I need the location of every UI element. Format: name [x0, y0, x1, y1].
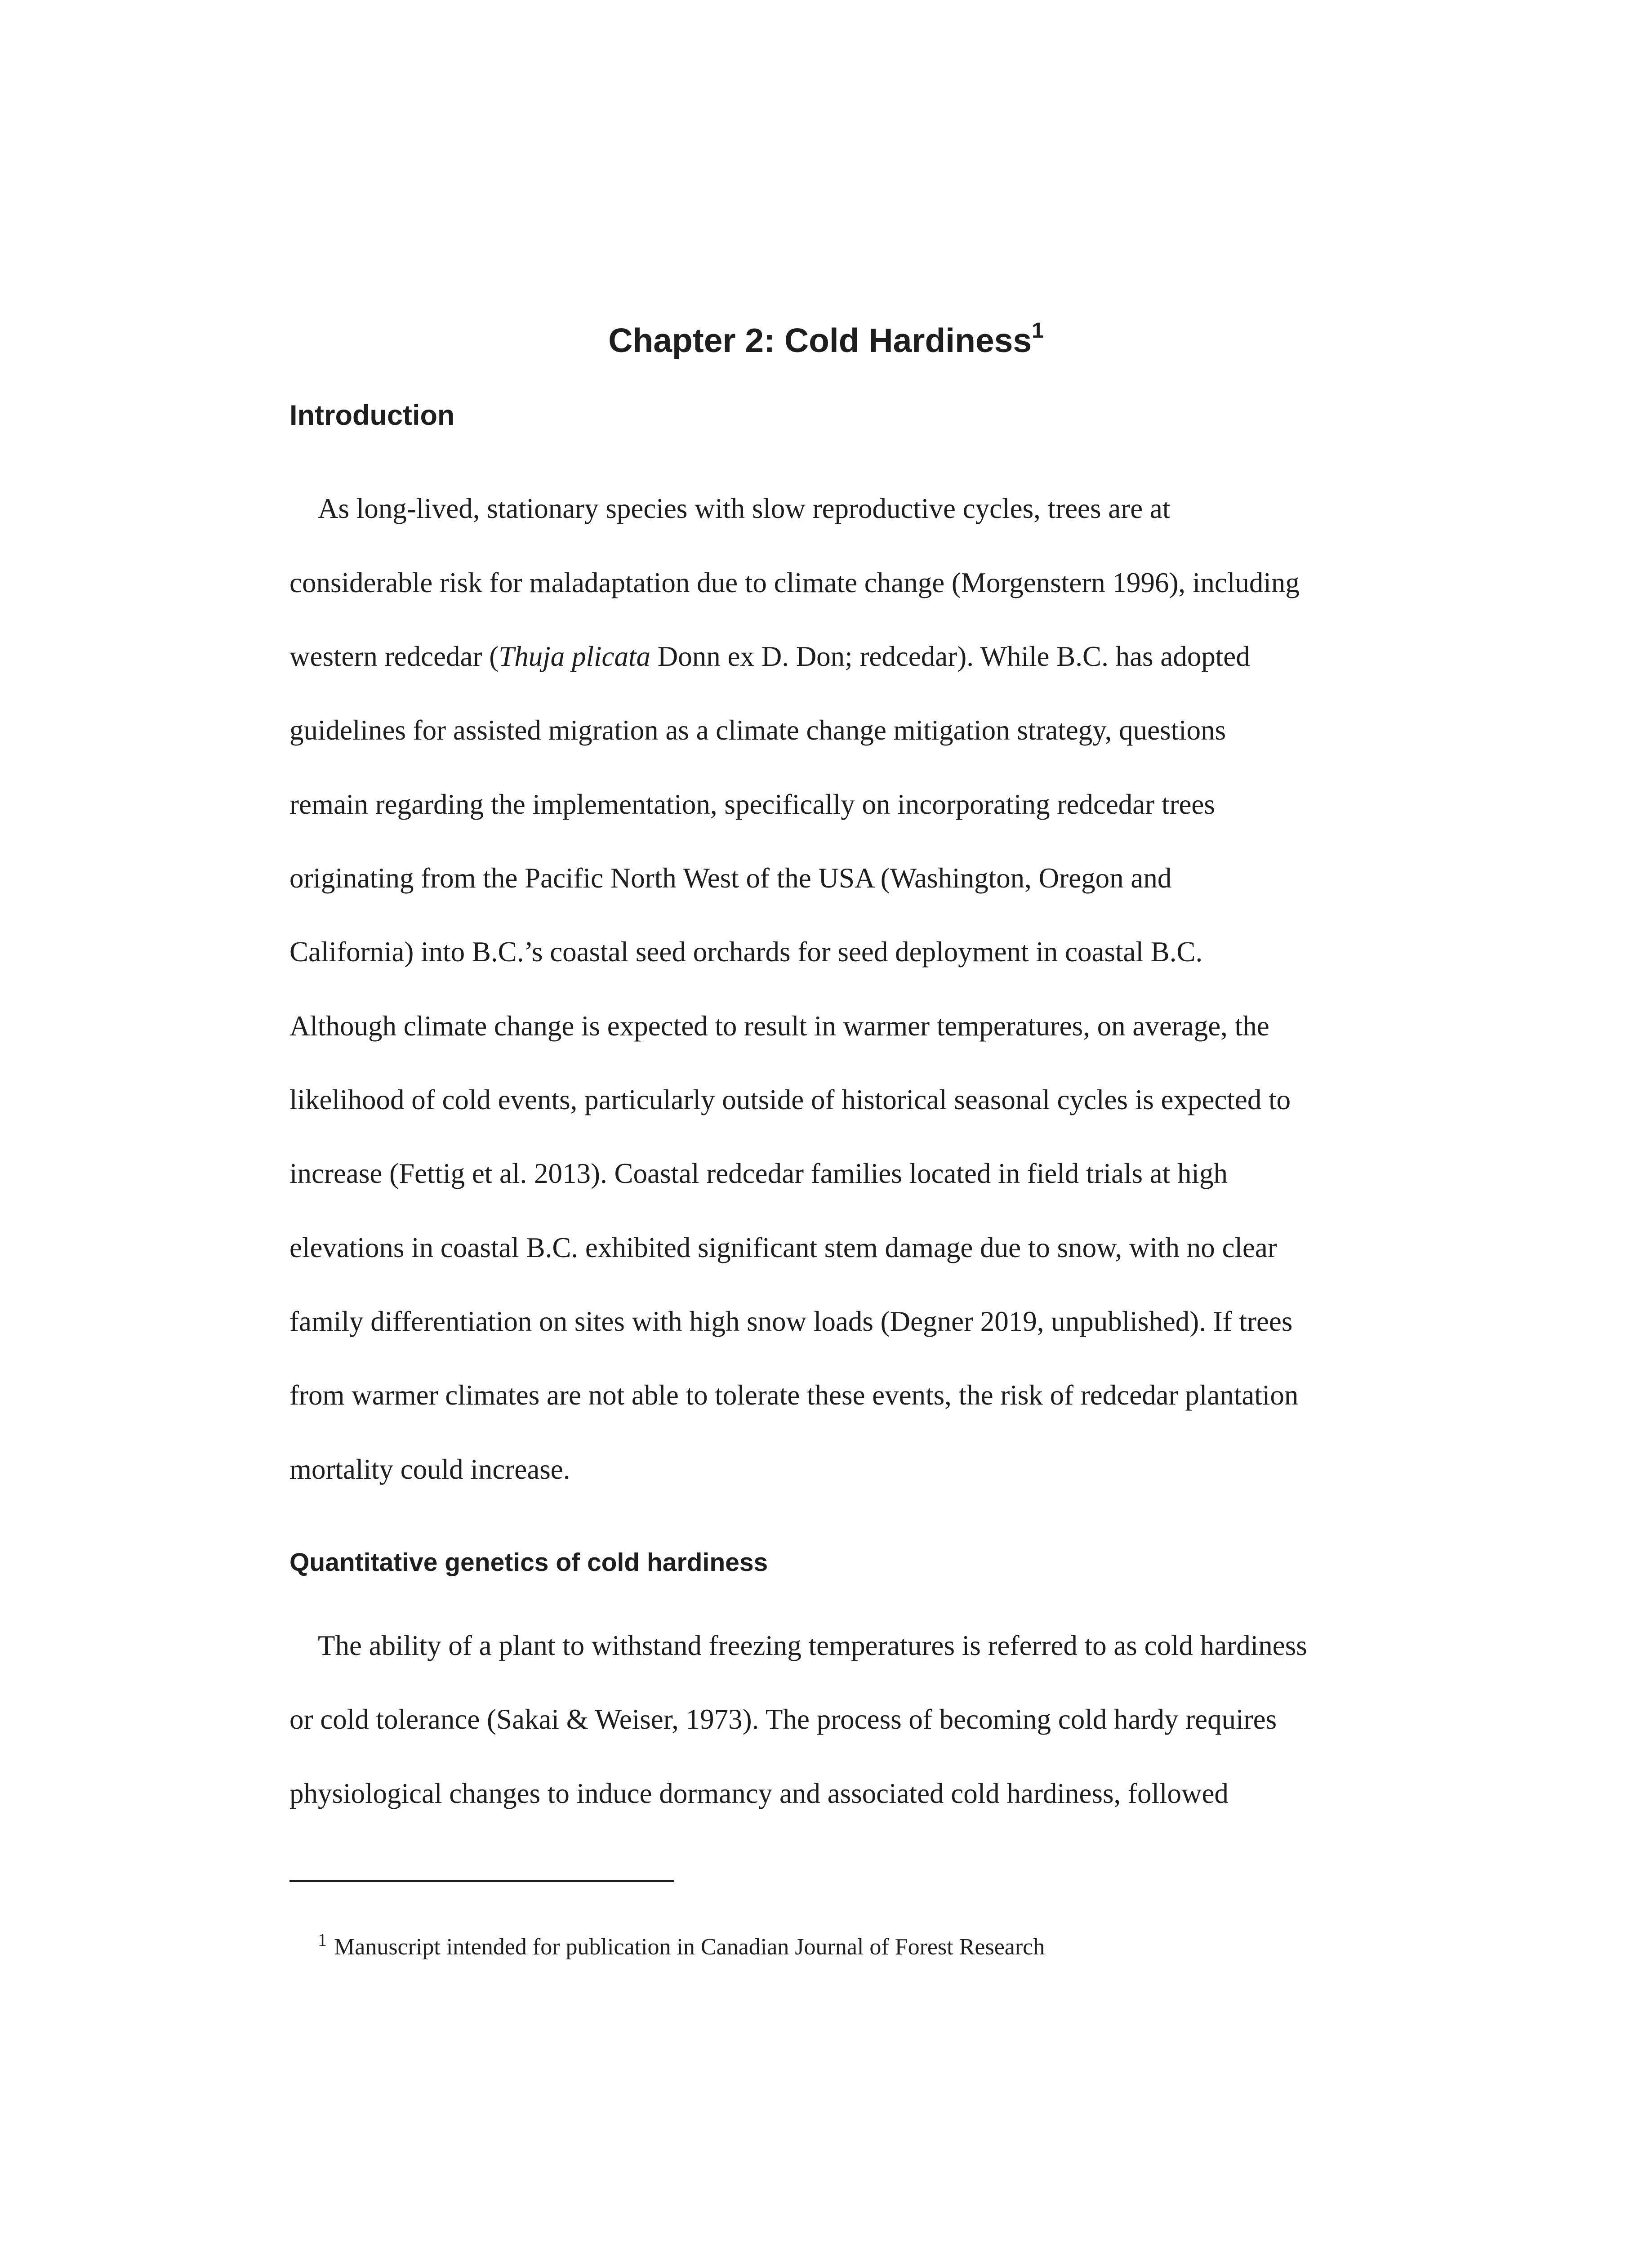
paragraph-line: originating from the Pacific North West of the USA (Washington, Oregon and [289, 862, 1172, 894]
paragraph-line: remain regarding the implementation, specifically on incorporating redcedar trees [289, 789, 1215, 820]
paragraph-line: considerable risk for maladaptation due to climate change (Morgenstern 1996), including [289, 567, 1300, 598]
paragraph-line: California) into B.C.’s coastal seed orchards for seed deployment in coastal B.C. [289, 936, 1203, 968]
chapter-title-text: Chapter 2: Cold Hardiness [608, 321, 1032, 359]
section-heading-quantitative-genetics: Quantitative genetics of cold hardiness [289, 1548, 768, 1577]
footnote-marker: 1 [318, 1930, 327, 1950]
paragraph-line: As long-lived, stationary species with slow reproductive cycles, trees are at [318, 493, 1171, 524]
paragraph-line: likelihood of cold events, particularly outside of historical seasonal cycles is expected to [289, 1084, 1291, 1115]
paragraph-line: from warmer climates are not able to tolerate these events, the risk of redcedar plantation [289, 1379, 1299, 1411]
line-segment: Donn ex D. Don; redcedar). While B.C. has adopted [650, 641, 1250, 672]
paragraph-line: increase (Fettig et al. 2013). Coastal redcedar families located in field trials at high [289, 1158, 1228, 1189]
paragraph-line: or cold tolerance (Sakai & Weiser, 1973). The process of becoming cold hardy requires [289, 1704, 1277, 1735]
paragraph-line: Although climate change is expected to result in warmer temperatures, on average, the [289, 1010, 1269, 1042]
paragraph-line: family differentiation on sites with high snow loads (Degner 2019, unpublished). If trees [289, 1306, 1293, 1337]
paragraph-line: elevations in coastal B.C. exhibited significant stem damage due to snow, with no clear [289, 1232, 1277, 1263]
paragraph-line: physiological changes to induce dormancy and associated cold hardiness, followed [289, 1778, 1229, 1809]
paragraph-line: guidelines for assisted migration as a climate change mitigation strategy, questions [289, 714, 1226, 746]
line-segment: western redcedar ( [289, 641, 499, 672]
footnote-separator [289, 1880, 674, 1882]
paragraph-line: mortality could increase. [289, 1454, 570, 1485]
section-heading-introduction: Introduction [289, 400, 455, 431]
footnote-text: Manuscript intended for publication in Canadian Journal of Forest Research [334, 1934, 1045, 1960]
paragraph-line: The ability of a plant to withstand freezing temperatures is referred to as cold hardiness [318, 1630, 1307, 1661]
chapter-title [0, 319, 1652, 359]
footnote-reference: 1 [1032, 319, 1044, 343]
species-name: Thuja plicata [499, 641, 650, 672]
paragraph-line [289, 642, 1250, 671]
footnote [318, 1930, 1045, 1960]
